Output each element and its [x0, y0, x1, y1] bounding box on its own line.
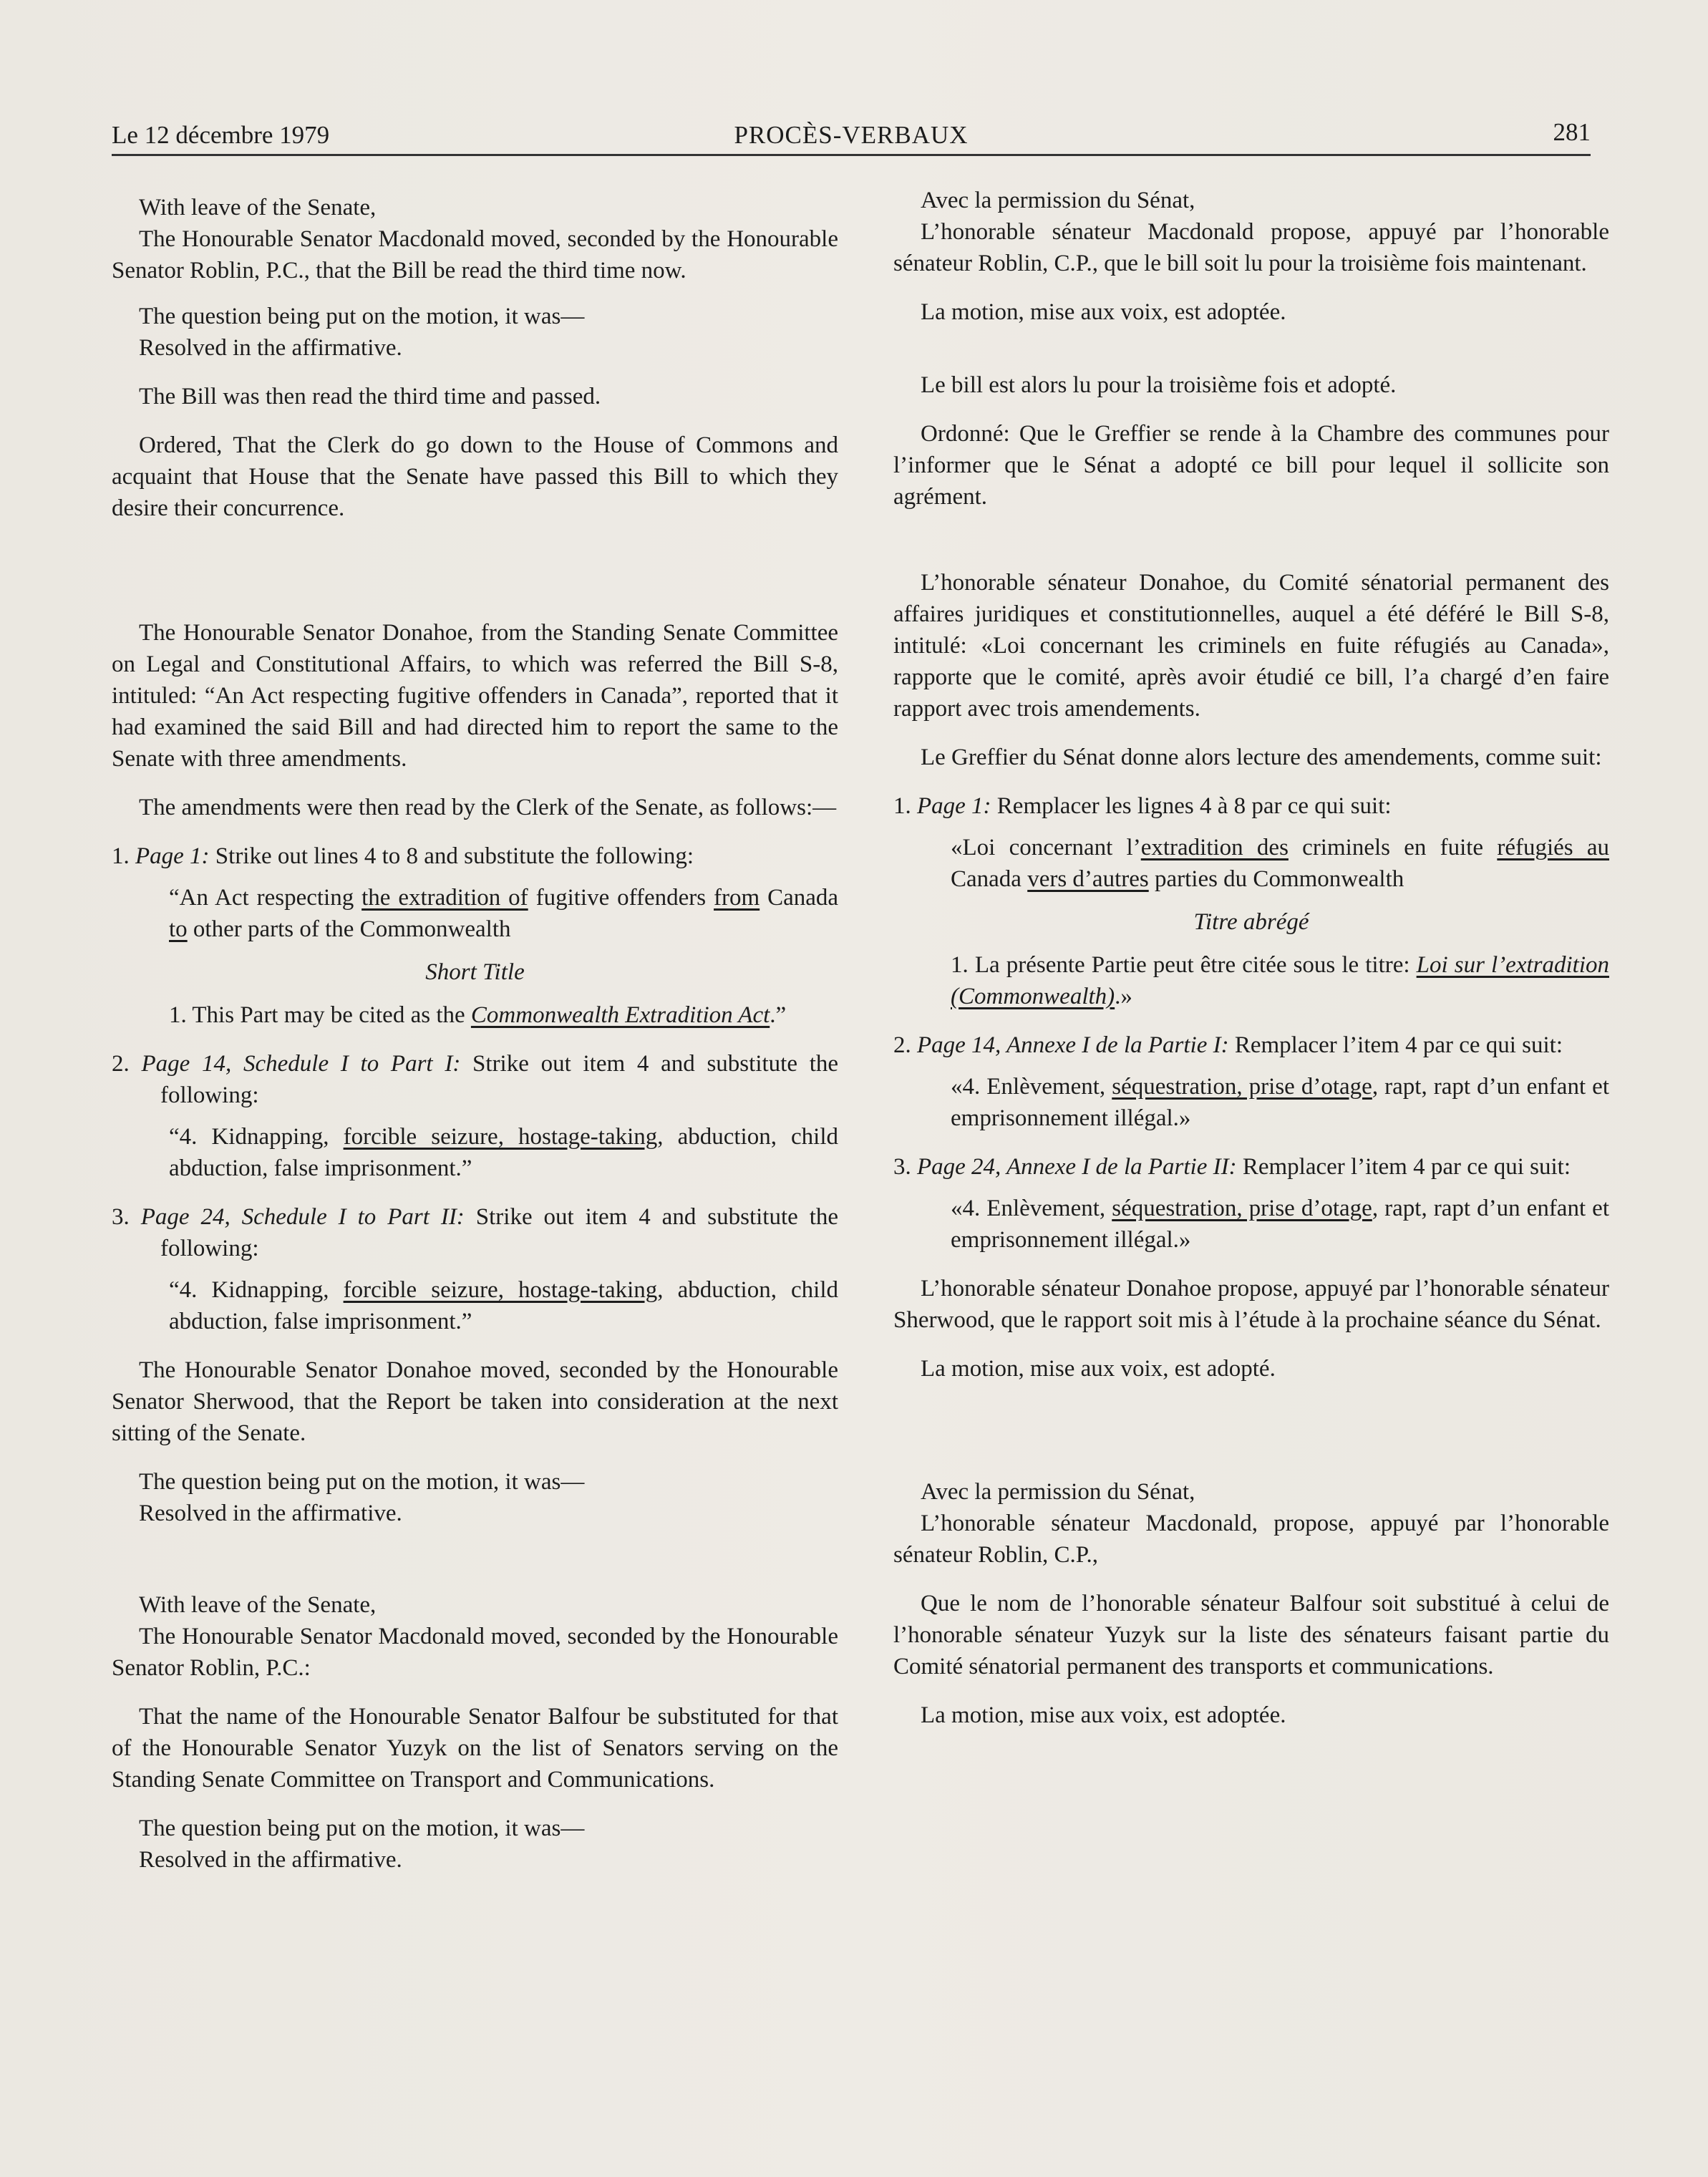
amendment-2 [112, 1048, 838, 1111]
amendment-3 [112, 1201, 838, 1264]
page-number: 281 [1553, 118, 1591, 146]
paragraph: Avec la permission du Sénat, [921, 188, 1195, 213]
underlined-text: forcible seizure, hostage-taking [343, 1124, 658, 1150]
amendment-quote [893, 1071, 1609, 1134]
amendment-quote [112, 1121, 838, 1184]
underlined-text: réfugiés au [1497, 835, 1610, 860]
amendment-ref: Page 14, Annexe I de la Partie I: [917, 1032, 1229, 1058]
quote-text: , rapt, rapt d’un enfant et emprisonnement illégal.» [951, 1074, 1609, 1131]
paragraph: That the name of the Honourable Senator Balfour be substituted for that of the Honourable Senator Yuzyk on the list of Senators serving on the Standing Senate Committee on Transport and Communications. [112, 1704, 838, 1793]
amendment-text: Strike out lines 4 to 8 and substitute the following: [215, 843, 694, 869]
paragraph: La motion, mise aux voix, est adoptée. [921, 299, 1286, 325]
amendment-number: 1. [893, 793, 911, 819]
paragraph: L’honorable sénateur Macdonald propose, appuyé par l’honorable sénateur Roblin, C.P., que le bill soit lu pour la troisième fois maintenant. [893, 219, 1609, 276]
header-title: PROCÈS-VERBAUX [734, 121, 969, 149]
amendment-ref: Page 24, Annexe I de la Partie II: [917, 1154, 1237, 1180]
quote-text: , rapt, rapt d’un enfant et emprisonnement illégal.» [951, 1196, 1609, 1253]
paragraph: Avec la permission du Sénat, [921, 1479, 1195, 1505]
underlined-text: Commonwealth Extradition Act [470, 1002, 770, 1028]
quote-text: “An Act respecting [169, 885, 354, 911]
paragraph: With leave of the Senate, [139, 1592, 377, 1618]
amendment-quote [893, 832, 1609, 895]
amendment-text: Strike out item 4 and substitute the following: [160, 1051, 839, 1108]
amendment-number: 2. [112, 1051, 130, 1077]
paragraph: L’honorable sénateur Donahoe propose, appuyé par l’honorable sénateur Sherwood, que le rapport soit mis à l’étude à la prochaine séance du Sénat. [893, 1276, 1609, 1333]
quote-text: other parts of the Commonwealth [193, 916, 511, 942]
amendment-text: Remplacer les lignes 4 à 8 par ce qui suit: [996, 793, 1392, 819]
paragraph: L’honorable sénateur Donahoe, du Comité sénatorial permanent des affaires juridiques et constitutionnelles, auquel a été déféré le Bill S-8, intitulé: «Loi concernant les criminels en fuite réfugiés au Canada», rapporte que le comité, après avoir étudié ce bill, l’a chargé d’en faire rapport avec trois amendements. [893, 570, 1609, 722]
short-title-heading: Titre abrégé [1193, 909, 1309, 935]
amendment-1 [893, 790, 1609, 822]
paragraph: The Honourable Senator Donahoe, from the Standing Senate Committee on Legal and Constitutional Affairs, to which was referred the Bill S-8, intituled: “An Act respecting fugitive offenders in Canada”, reported that it had examined the said Bill and had directed him to report the same to the Senate with three amendments. [112, 620, 838, 772]
paragraph: With leave of the Senate, [139, 195, 377, 220]
amendment-text: Remplacer l’item 4 par ce qui suit: [1242, 1154, 1571, 1180]
quote-text: parties du Commonwealth [1154, 866, 1404, 892]
paragraph: Que le nom de l’honorable sénateur Balfour soit substitué à celui de l’honorable sénateur Yuzyk sur la liste des sénateurs faisant partie du Comité sénatorial permanent des transports et communications. [893, 1591, 1609, 1679]
paragraph: Le Greffier du Sénat donne alors lecture des amendements, comme suit: [921, 745, 1602, 770]
amendment-text: Remplacer l’item 4 par ce qui suit: [1234, 1032, 1563, 1058]
paragraph: The Honourable Senator Macdonald moved, seconded by the Honourable Senator Roblin, P.C.: [112, 1624, 838, 1681]
quote-text: fugitive offenders [535, 885, 707, 911]
french-column [893, 185, 1609, 1731]
quote-text: «4. Enlèvement, [951, 1196, 1106, 1221]
paragraph: Ordered, That the Clerk do go down to the House of Commons and acquaint that House that the Senate have passed this Bill to which they desire their concurrence. [112, 432, 838, 521]
amendment-quote [112, 882, 838, 945]
amendment-ref: Page 24, Schedule I to Part II: [140, 1204, 465, 1230]
underlined-text: séquestration, prise d’otage [1112, 1196, 1372, 1221]
amendment-number: 2. [893, 1032, 911, 1058]
paragraph: Resolved in the affirmative. [139, 1500, 402, 1526]
header-date: Le 12 décembre 1979 [112, 121, 330, 149]
quote-text: , abduction, child abduction, false imprisonment.” [169, 1277, 839, 1334]
quote-text: Canada [951, 866, 1022, 892]
paragraph: Le bill est alors lu pour la troisième fois et adopté. [921, 372, 1397, 398]
page-header [112, 111, 1591, 156]
paragraph: La motion, mise aux voix, est adoptée. [921, 1702, 1286, 1728]
quote-text: 1. La présente Partie peut être citée sous le titre: [951, 952, 1410, 978]
paragraph: Ordonné: Que le Greffier se rende à la Chambre des communes pour l’informer que le Sénat a adopté ce bill pour lequel il sollicite son agrément. [893, 421, 1609, 510]
underlined-text: the extradition of [362, 885, 528, 911]
amendment-3 [893, 1151, 1609, 1183]
short-title-heading: Short Title [425, 959, 525, 985]
underlined-text: from [714, 885, 760, 911]
paragraph: The question being put on the motion, it was— [139, 1469, 585, 1495]
paragraph: Resolved in the affirmative. [139, 335, 402, 361]
amendment-text: Strike out item 4 and substitute the following: [160, 1204, 839, 1261]
amendment-quote [893, 1193, 1609, 1256]
quote-text: 1. This Part may be cited as the [169, 1002, 465, 1028]
paragraph: Resolved in the affirmative. [139, 1847, 402, 1873]
underlined-text: extradition des [1140, 835, 1289, 860]
amendment-number: 3. [112, 1204, 130, 1230]
quote-text: .» [1115, 984, 1132, 1009]
paragraph: The Bill was then read the third time and passed. [139, 384, 601, 409]
quote-text: .” [770, 1002, 787, 1028]
paragraph: La motion, mise aux voix, est adopté. [921, 1356, 1276, 1382]
paragraph: L’honorable sénateur Macdonald, propose, appuyé par l’honorable sénateur Roblin, C.P., [893, 1511, 1609, 1568]
amendment-1 [112, 840, 838, 872]
quote-text: «Loi concernant l’ [951, 835, 1141, 860]
amendment-2 [893, 1029, 1609, 1061]
underlined-text: vers d’autres [1027, 866, 1149, 892]
paragraph: The question being put on the motion, it was— [139, 304, 585, 329]
amendment-quote [112, 1274, 838, 1337]
paragraph: The amendments were then read by the Clerk of the Senate, as follows:— [139, 795, 837, 820]
english-column [112, 192, 838, 1876]
underlined-text: to [169, 916, 188, 942]
paragraph: The question being put on the motion, it was— [139, 1815, 585, 1841]
quote-text: “4. Kidnapping, [169, 1124, 329, 1150]
underlined-text: séquestration, prise d’otage [1112, 1074, 1372, 1100]
paragraph: The Honourable Senator Macdonald moved, seconded by the Honourable Senator Roblin, P.C., that the Bill be read the third time now. [112, 226, 838, 283]
underlined-text: forcible seizure, hostage-taking [343, 1277, 658, 1303]
short-title-quote [893, 949, 1609, 1012]
amendment-number: 3. [893, 1154, 911, 1180]
quote-text: Canada [767, 885, 839, 911]
paragraph: The Honourable Senator Donahoe moved, seconded by the Honourable Senator Sherwood, that the Report be taken into consideration at the next sitting of the Senate. [112, 1357, 838, 1446]
quote-text: , abduction, child abduction, false imprisonment.” [169, 1124, 839, 1181]
quote-text: “4. Kidnapping, [169, 1277, 329, 1303]
short-title-quote [112, 999, 838, 1031]
amendment-ref: Page 14, Schedule I to Part I: [141, 1051, 461, 1077]
underlined-text: Loi sur l’extradition (Commonwealth) [951, 952, 1609, 1009]
quote-text: criminels en fuite [1302, 835, 1484, 860]
amendment-number: 1. [112, 843, 130, 869]
quote-text: «4. Enlèvement, [951, 1074, 1106, 1100]
amendment-ref: Page 1: [135, 843, 210, 869]
amendment-ref: Page 1: [917, 793, 991, 819]
